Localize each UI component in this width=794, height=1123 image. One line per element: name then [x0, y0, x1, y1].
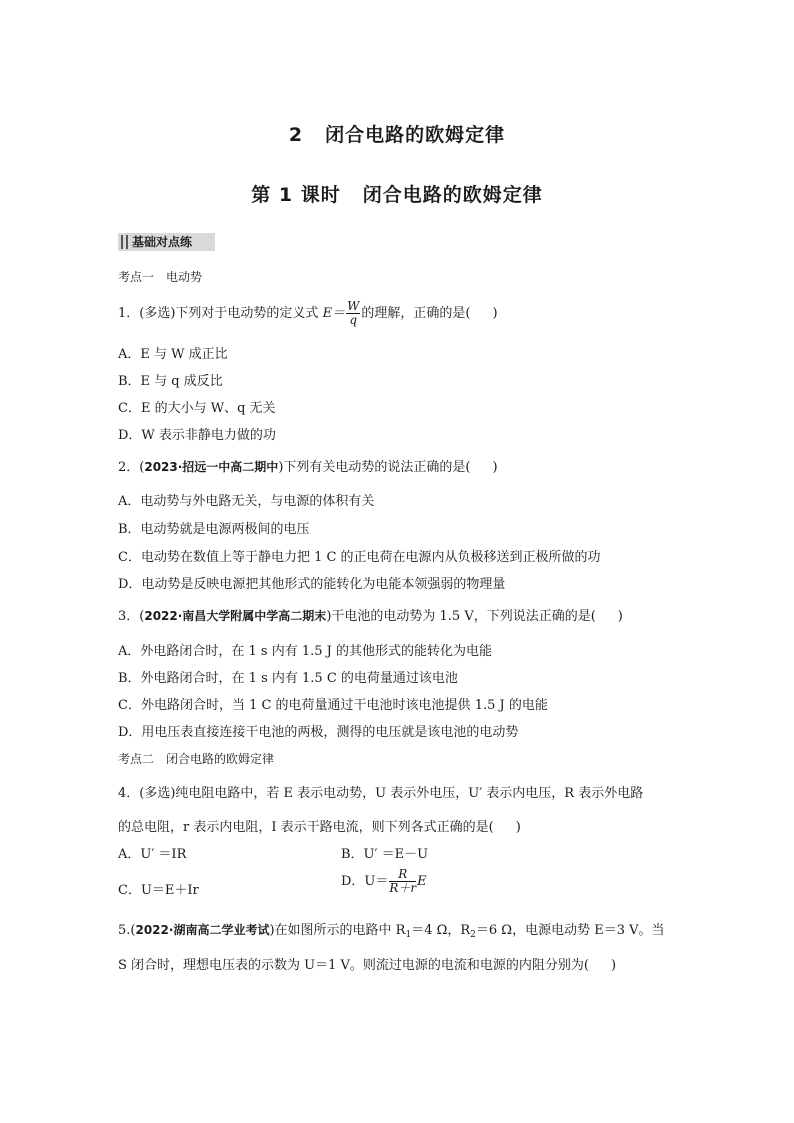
question-2-option-d: D．电动势是反映电源把其他形式的能转化为电能本领强弱的物理量	[118, 577, 506, 592]
question-5-stem-line-2: S 闭合时，理想电压表的示数为 U＝1 V。则流过电源的电流和电源的内阻分别为( )	[118, 958, 617, 973]
question-2-option-b: B．电动势就是电源两极间的电压	[118, 522, 310, 537]
question-1-stem: 1．(多选)下列对于电动势的定义式 E＝ $\frac{W}{q}$ 的理解，正确的是( )	[118, 299, 498, 327]
question-3-stem: 3．(2022·南昌大学附属中学高二期末)干电池的电动势为 1.5 V，下列说法正确的是( )	[118, 609, 623, 624]
lesson-title	[0, 180, 794, 207]
question-3-option-c: C．外电路闭合时，当 1 C 的电荷量通过干电池时该电池提供 1.5 J 的电能	[118, 698, 548, 713]
lesson-number: 第 1 课时	[251, 184, 341, 206]
question-1-option-a: A．E 与 W 成正比	[118, 347, 228, 362]
fraction: $\frac{W}{q}$	[347, 299, 360, 327]
question-2-option-c: C．电动势在数值上等于静电力把 1 C 的正电荷在电源内从负极移送到正极所做的功	[118, 550, 601, 565]
section-badge	[118, 233, 215, 251]
question-3-source: 2022·南昌大学附属中学高二期末	[144, 609, 327, 623]
question-1-option-c: C．E 的大小与 W、q 无关	[118, 401, 276, 416]
question-3-option-d: D．用电压表直接连接干电池的两极，测得的电压就是该电池的电动势	[118, 725, 519, 740]
question-4-stem-line-1: 4．(多选)纯电阻电路中，若 E 表示电动势，U 表示外电压，U′ 表示内电压，R 表示外电路	[118, 786, 644, 801]
section-heading-2: 考点二 闭合电路的欧姆定律	[118, 752, 275, 766]
fraction: $\frac{R}{R+r}$	[389, 867, 417, 895]
chapter-number: 2	[288, 124, 304, 146]
question-2-source: 2023·招远一中高二期中	[144, 460, 279, 474]
question-3-option-a: A．外电路闭合时，在 1 s 内有 1.5 J 的其他形式的能转化为电能	[118, 644, 493, 659]
question-5-source: 2022·湖南高二学业考试	[135, 923, 270, 937]
question-5-stem-line-1: 5.(2022·湖南高二学业考试)在如图所示的电路中 $R_1=4$ Ω，$R_2=6$ Ω，电源电动势 E＝3 V。当	[118, 923, 665, 940]
section-heading-1: 考点一 电动势	[118, 270, 203, 284]
question-4-option-b: B．U′ ＝E－U	[341, 847, 429, 862]
question-1-option-b: B．E 与 q 成反比	[118, 374, 223, 389]
question-4-stem-line-2: 的总电阻，r 表示内电阻，I 表示干路电流，则下列各式正确的是( )	[118, 820, 521, 835]
question-1-option-d: D．W 表示非静电力做的功	[118, 428, 276, 443]
question-2-stem: 2．(2023·招远一中高二期中)下列有关电动势的说法正确的是( )	[118, 460, 498, 475]
question-4-option-a: A．U′ ＝IR	[118, 847, 187, 862]
question-4-option-c: C．U＝E＋Ir	[118, 883, 199, 898]
question-2-option-a: A．电动势与外电路无关，与电源的体积有关	[118, 494, 375, 509]
lesson-title-text: 闭合电路的欧姆定律	[362, 184, 543, 206]
section-badge-label: 基础对点练	[132, 235, 193, 249]
question-4-option-d: D．U＝ $\frac{R}{R+r}$ E	[341, 867, 427, 895]
chapter-title	[0, 120, 794, 147]
question-3-option-b: B．外电路闭合时，在 1 s 内有 1.5 C 的电荷量通过该电池	[118, 671, 458, 686]
chapter-title-text: 闭合电路的欧姆定律	[325, 124, 506, 146]
